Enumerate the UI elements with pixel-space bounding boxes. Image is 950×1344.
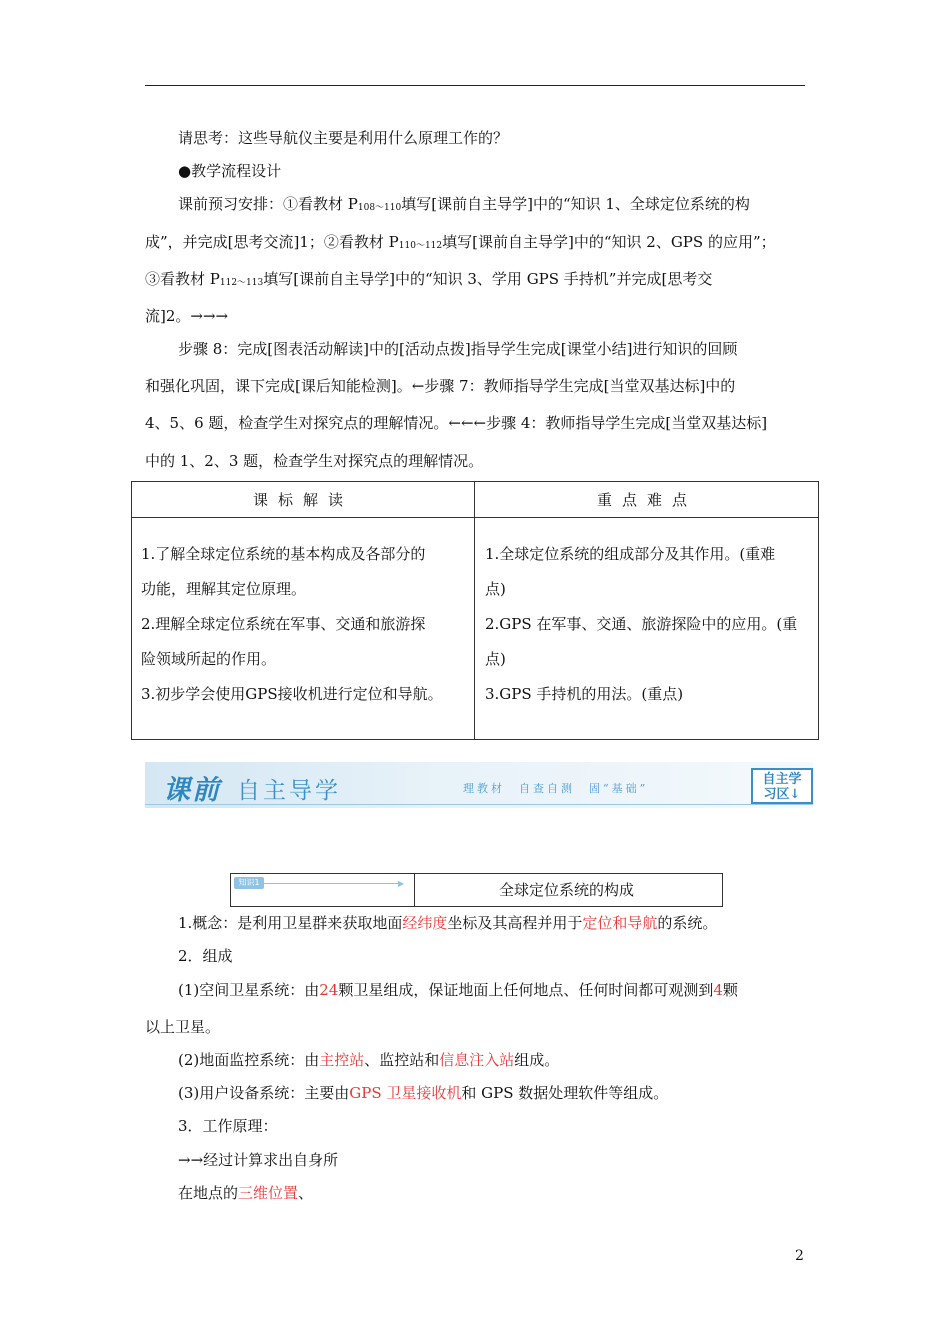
table-right-line-2: 点) [485,580,506,598]
banner-subtitle: 理教材 自查自测 固“基础” [463,782,649,795]
pre-line-4: 流]2。→→→ [145,307,229,325]
self-study-area-badge: 自主学 习区↓ [751,768,813,804]
page-number: 2 [795,1248,804,1264]
step-line-4: 中的 1、2、3 题，检查学生对探究点的理解情况。 [145,452,484,470]
pre-line-2: 成”，并完成[思考交流]1；②看教材 $P_{110\sim 112}$填写[课前自主导学]中的“知识 2、GPS 的应用”； [145,233,776,251]
section-banner [145,762,813,808]
knowledge-title: 全球定位系统的构成 [499,881,635,899]
step-line-1: 步骤 8：完成[图表活动解读]中的[活动点拨]指导学生完成[课堂小结]进行知识的回顾 [178,340,738,358]
table-header-right: 重点难点 [596,491,697,509]
table-left-line-1: 1.了解全球定位系统的基本构成及各部分的 [141,545,426,563]
table-left-line-2: 功能，理解其定位原理。 [141,580,307,598]
space-segment-line: (1)空间卫星系统：由24颗卫星组成，保证地面上任何地点、任何时间都可观测到4颗 [178,981,738,999]
user-equipment-line: (3)用户设备系统：主要由GPS 卫星接收机和 GPS 数据处理软件等组成。 [178,1084,669,1102]
table-left-line-4: 险领域所起的作用。 [141,650,277,668]
ground-control-line: (2)地面监控系统：由主控站、监控站和信息注入站组成。 [178,1051,560,1069]
principle-line-1: →→经过计算求出自身所 [178,1151,339,1169]
table-right-line-4: 点) [485,650,506,668]
working-principle-heading: 3．工作原理： [178,1117,278,1135]
knowledge-box-divider [414,874,415,906]
table-column-divider [474,482,475,739]
table-right-line-3: 2.GPS 在军事、交通、旅游探险中的应用。(重 [485,615,798,633]
knowledge-tag-label: 知识1 [234,877,264,889]
space-segment-line-cont: 以上卫星。 [145,1018,221,1036]
pre-line-1: 课前预习安排：①看教材 $P_{108\sim 110}$填写[课前自主导学]中的“知识 1、全球定位系统的构 [178,195,750,213]
banner-underline [145,804,813,805]
question-line: 请思考：这些导航仪主要是利用什么原理工作的？ [178,129,509,147]
flow-heading: ●教学流程设计 [178,162,282,180]
banner-title-main: 课前 [163,775,221,806]
pre-line-3: ③看教材 $P_{112\sim 113}$填写[课前自主导学]中的“知识 3、学用 GPS 手持机”并完成[思考交 [145,270,713,288]
arrow-line-icon [264,883,400,884]
table-header-left: 课标解读 [252,491,353,509]
principle-line-2: 在地点的三维位置、 [178,1184,314,1202]
table-right-line-1: 1.全球定位系统的组成部分及其作用。(重难 [485,545,776,563]
table-header-divider [132,517,818,518]
step-line-3: 4、5、6 题，检查学生对探究点的理解情况。←←←步骤 4：教师指导学生完成[当堂双基达标] [145,414,768,432]
step-line-2: 和强化巩固，课下完成[课后知能检测]。←步骤 7：教师指导学生完成[当堂双基达标]中的 [145,377,736,395]
table-right-line-5: 3.GPS 手持机的用法。(重点) [485,685,684,703]
concept-line: 1.概念：是利用卫星群来获取地面经纬度坐标及其高程并用于定位和导航的系统。 [178,914,718,932]
knowledge-tag [234,877,406,891]
header-rule [145,85,805,86]
table-left-line-3: 2.理解全球定位系统在军事、交通和旅游探 [141,615,426,633]
composition-heading: 2．组成 [178,947,233,965]
banner-title-secondary: 自主导学 [237,778,341,804]
knowledge-title-box [230,873,723,907]
objectives-table [131,481,819,740]
table-left-line-5: 3.初步学会使用GPS接收机进行定位和导航。 [141,685,443,703]
arrow-head-icon: ▶ [398,879,405,888]
